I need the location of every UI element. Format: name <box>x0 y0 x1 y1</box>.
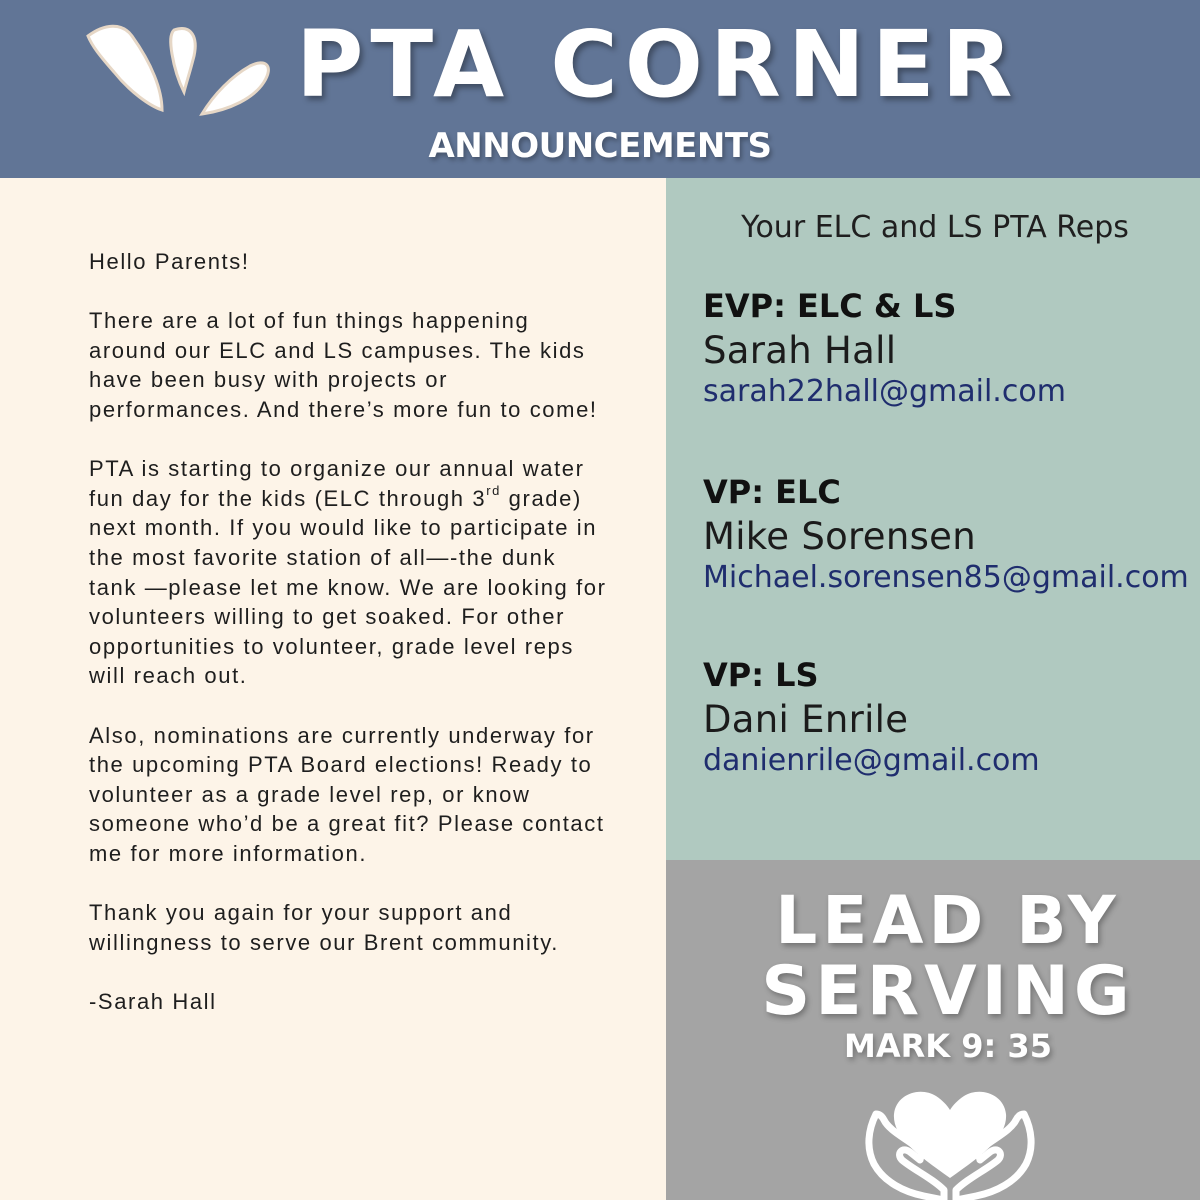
motto-line-2: SERVING <box>761 952 1135 1031</box>
letter-body <box>89 247 609 1046</box>
motto-line-1: LEAD BY <box>775 882 1121 959</box>
rep-role: VP: ELC <box>703 473 841 511</box>
rep-name: Dani Enrile <box>703 698 909 741</box>
reps-panel <box>666 178 1200 860</box>
rep-card-vp-elc <box>703 470 1200 596</box>
motto-panel <box>666 860 1200 1200</box>
rep-role: EVP: ELC & LS <box>703 287 957 325</box>
reps-title: Your ELC and LS PTA Reps <box>741 210 1129 245</box>
rep-card-vp-ls <box>703 653 1200 779</box>
letter-greeting: Hello Parents! <box>89 249 250 274</box>
ordinal-superscript: rd <box>486 483 501 499</box>
letter-paragraph: Thank you again for your support and willingness to serve our Brent community. <box>89 900 559 955</box>
rep-card-evp <box>703 284 1200 410</box>
rep-name: Mike Sorensen <box>703 515 976 558</box>
heart-in-hands-icon <box>862 1086 1038 1200</box>
rep-role: VP: LS <box>703 656 819 694</box>
rep-email-link[interactable]: sarah22hall@gmail.com <box>703 374 1066 409</box>
rep-email-link[interactable]: Michael.sorensen85@gmail.com <box>703 560 1189 595</box>
page-title: PTA CORNER <box>296 11 1020 118</box>
header-banner <box>0 0 1200 178</box>
rep-email-link[interactable]: danienrile@gmail.com <box>703 743 1040 778</box>
splash-drops-icon <box>82 10 272 128</box>
page-subtitle: ANNOUNCEMENTS <box>428 126 772 166</box>
letter-paragraph <box>89 454 609 691</box>
letter-paragraph: Also, nominations are currently underway for the upcoming PTA Board elections! Ready to volunteer as a grade level rep, or know someone who’d be a great fit? Please contact me for more information. <box>89 722 605 866</box>
letter-text-span: grade) next month. If you would like to participate in the most favorite station of all—-the dunk tank —please let me know. We are looking for volunteers willing to get soaked. For other opportunities to volunteer, grade level reps will reach out. <box>89 485 607 689</box>
letter-paragraph: There are a lot of fun things happening around our ELC and LS campuses. The kids have been busy with projects or performances. And there’s more fun to come! <box>89 308 598 422</box>
letter-panel <box>0 178 666 1200</box>
rep-name: Sarah Hall <box>703 329 897 372</box>
letter-signature: -Sarah Hall <box>89 988 217 1014</box>
scripture-reference: MARK 9: 35 <box>844 1027 1052 1065</box>
letter-text-span: PTA is starting to organize our annual water fun day for the kids (ELC through 3 <box>89 456 585 511</box>
